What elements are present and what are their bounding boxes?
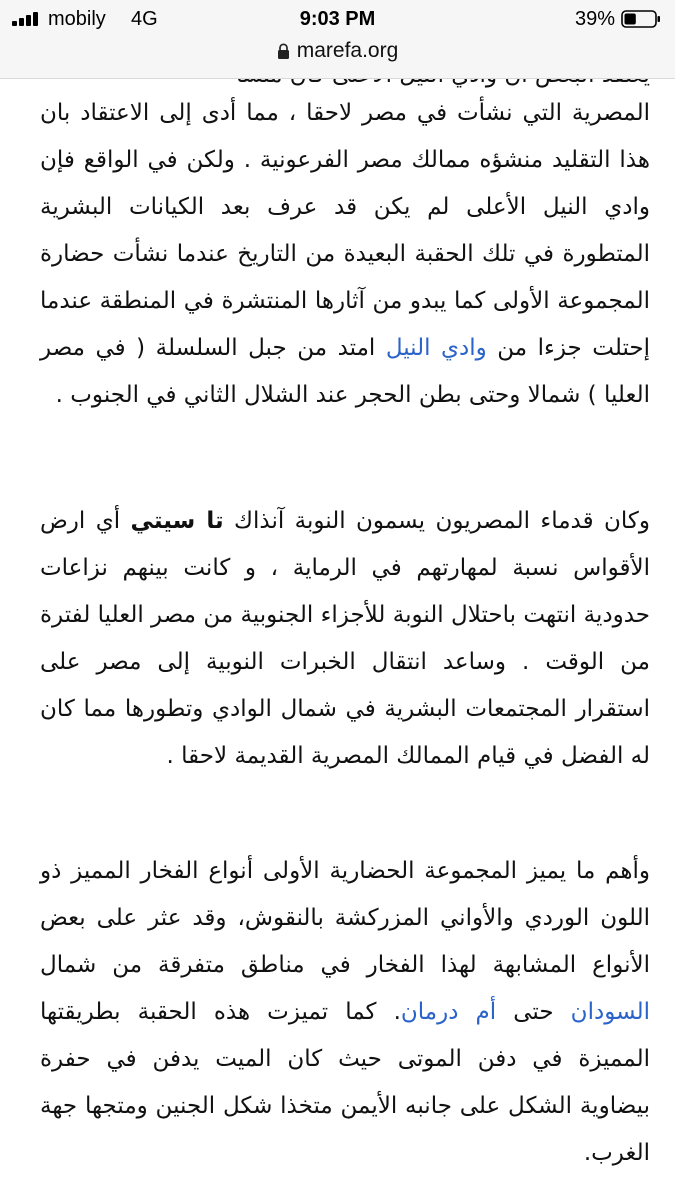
battery-percent: 39% xyxy=(574,8,615,30)
lock-icon xyxy=(277,43,290,60)
paragraph-2-text-a: وكان قدماء المصريون يسمون النوبة آنذاك xyxy=(223,508,650,534)
paragraph-3-text-b: حتى xyxy=(496,999,571,1025)
link-sudan[interactable]: السودان xyxy=(570,999,650,1025)
article-content xyxy=(0,24,675,1200)
battery-icon xyxy=(621,10,661,28)
address-bar[interactable] xyxy=(0,36,675,70)
link-nile-valley[interactable]: وادي النيل xyxy=(385,335,487,361)
paragraph-1 xyxy=(40,90,650,419)
bold-ta-seti: تا سيتي xyxy=(130,508,224,534)
clock-time: 9:03 PM xyxy=(299,8,376,30)
status-bar xyxy=(0,0,675,38)
browser-top-bar xyxy=(0,0,675,79)
paragraph-2-text-b: أي ارض الأقواس نسبة لمهارتهم في الرماية ، و كانت بينهم نزاعات حدودية انتهت باحتلال النوبة للأجزاء الجنوبية من مصر العليا لفترة من الوقت . وساعد انتقال الخبرات النوبية إلى مصر على استقرار المجتمعات البشرية في شمال الوادي وتطورها مما كان له الفضل في قيام الممالك المصرية القديمة لاحقا . xyxy=(40,508,650,769)
link-omdurman[interactable]: أم درمان xyxy=(400,999,497,1025)
carrier-name: mobily xyxy=(48,8,106,30)
network-type: 4G xyxy=(131,8,158,30)
paragraph-1-text-a: المصرية التي نشأت في مصر لاحقا ، مما أدى إلى الاعتقاد بان هذا التقليد منشؤه ممالك مصر الفرعونية . ولكن في الواقع فإن وادي النيل الأعلى لم يكن قد عرف بعد الكيانات البشرية المتطورة في تلك الحقبة البعيدة من التاريخ عندما نشأت حضارة المجموعة الأولى كما يبدو من آثارها المنتشرة في المنطقة عندما إحتلت جزءا من xyxy=(40,100,650,361)
url-text[interactable]: marefa.org xyxy=(296,39,399,62)
paragraph-2 xyxy=(40,498,650,780)
paragraph-3-text-c: . كما تميزت هذه الحقبة بطريقتها المميزة في دفن الموتى حيث كان الميت يدفن في حفرة بيضاوية الشكل على جانبه الأيمن متخذا شكل الجنين ومتجها جهة الغرب. xyxy=(40,999,650,1166)
paragraph-1-text-b: امتد من جبل السلسلة ( في مصر العليا ) شمالا وحتى بطن الحجر عند الشلال الثاني في الجنوب . xyxy=(40,335,650,408)
paragraph-3 xyxy=(40,848,650,1177)
paragraph-3-text-a: وأهم ما يميز المجموعة الحضارية الأولى أنواع الفخار المميز ذو اللون الوردي والأواني المزركشة بالنقوش، وقد عثر على بعض الأنواع المشابهة لهذا الفخار في مناطق متفرقة من شمال xyxy=(40,858,650,978)
